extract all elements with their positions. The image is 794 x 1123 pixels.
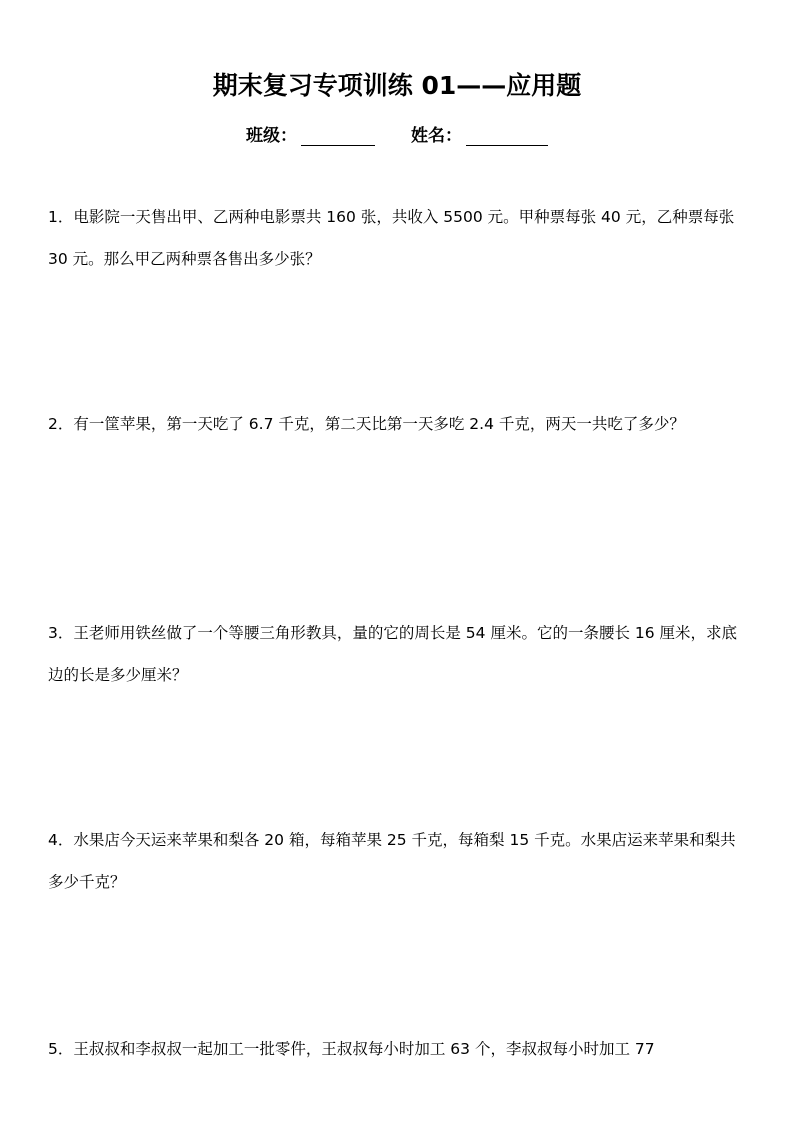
- question-text: 王老师用铁丝做了一个等腰三角形教具，量的它的周长是 54 厘米。它的一条腰长 16 厘米，求底边的长是多少厘米？: [48, 624, 738, 684]
- question-1: [48, 196, 748, 280]
- question-3: [48, 612, 748, 696]
- question-4: [48, 819, 748, 903]
- question-text: 电影院一天售出甲、乙两种电影票共 160 张，共收入 5500 元。甲种票每张 40 元，乙种票每张 30 元。那么甲乙两种票各售出多少张？: [48, 208, 735, 268]
- class-field: [246, 121, 375, 146]
- question-2: [48, 403, 748, 445]
- question-number: 1．: [48, 208, 74, 226]
- name-field: [411, 121, 548, 146]
- question-number: 4．: [48, 831, 74, 849]
- question-text: 王叔叔和李叔叔一起加工一批零件，王叔叔每小时加工 63 个，李叔叔每小时加工 77: [73, 1040, 655, 1058]
- question-number: 5．: [48, 1040, 74, 1058]
- page-title: 期末复习专项训练 01——应用题: [212, 71, 582, 100]
- question-number: 3．: [48, 624, 74, 642]
- question-number: 2．: [48, 415, 74, 433]
- question-5: [48, 1028, 748, 1070]
- question-text: 水果店今天运来苹果和梨各 20 箱，每箱苹果 25 千克，每箱梨 15 千克。水果店运来苹果和梨共多少千克？: [48, 831, 736, 891]
- question-text: 有一筐苹果，第一天吃了 6.7 千克，第二天比第一天多吃 2.4 千克，两天一共吃了多少？: [73, 415, 685, 433]
- class-label: 班级：: [246, 126, 297, 146]
- student-info-row: [0, 121, 794, 146]
- name-blank-line[interactable]: [466, 127, 548, 146]
- name-label: 姓名：: [411, 126, 462, 146]
- class-blank-line[interactable]: [301, 127, 375, 146]
